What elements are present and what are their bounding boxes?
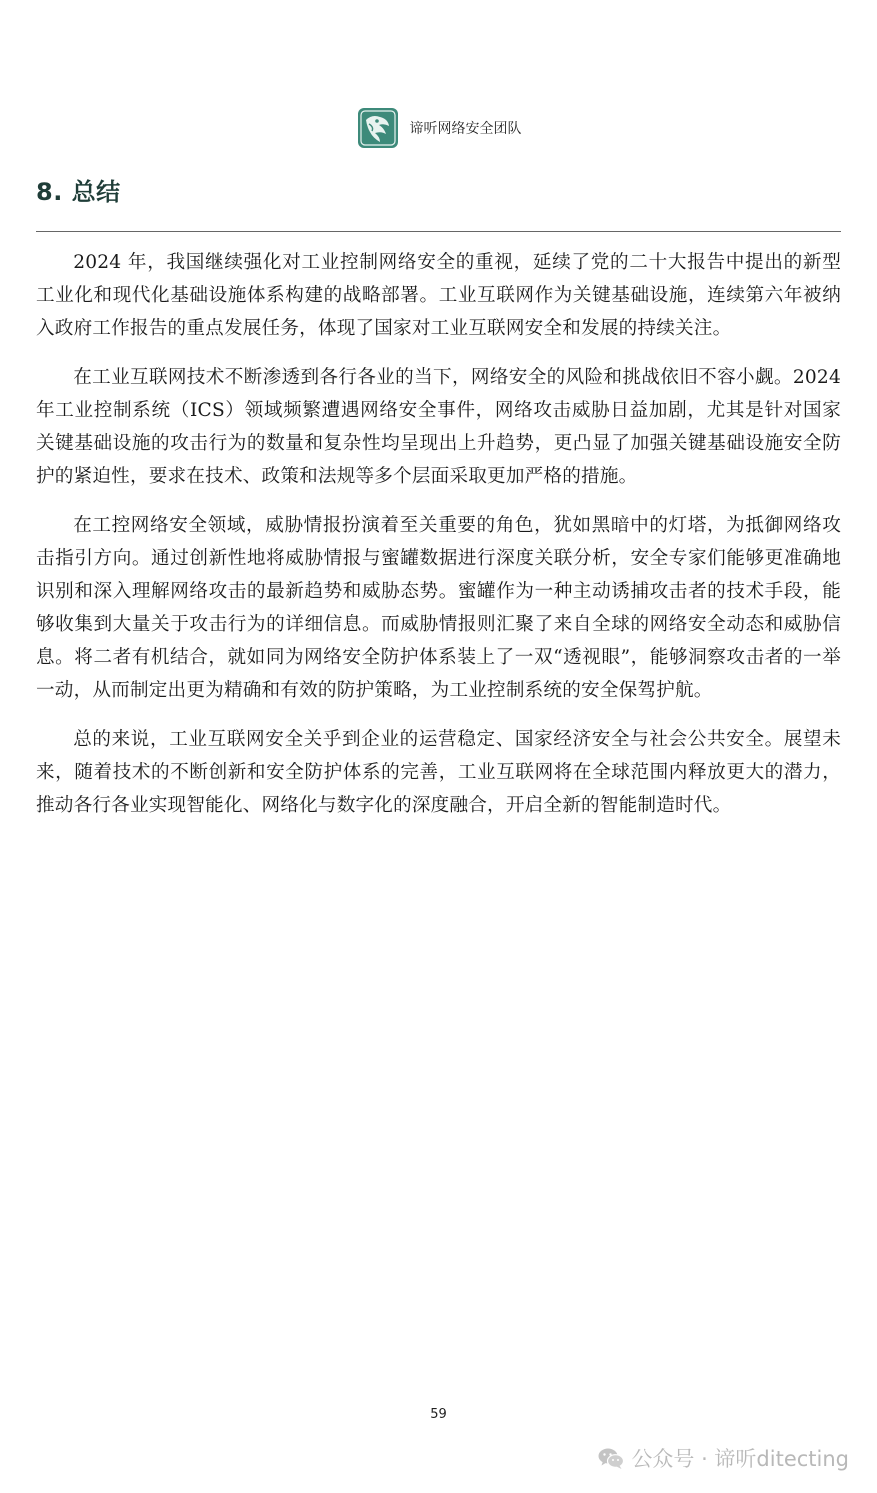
paragraph: 2024 年，我国继续强化对工业控制网络安全的重视，延续了党的二十大报告中提出的新型工业化和现代化基础设施体系构建的战略部署。工业互联网作为关键基础设施，连续第六年被纳入政府工作报告的重点发展任务，体现了国家对工业互联网安全和发展的持续关注。 xyxy=(36,252,841,339)
dragon-seal-logo-icon xyxy=(356,106,400,150)
section-title: 8. 总结 xyxy=(36,178,121,206)
wechat-icon xyxy=(597,1446,625,1470)
watermark xyxy=(597,1443,849,1473)
title-divider xyxy=(36,231,841,232)
paragraph: 在工控网络安全领域，威胁情报扮演着至关重要的角色，犹如黑暗中的灯塔，为抵御网络攻击指引方向。通过创新性地将威胁情报与蜜罐数据进行深度关联分析，安全专家们能够更准确地识别和深入理解网络攻击的最新趋势和威胁态势。蜜罐作为一种主动诱捕攻击者的技术手段，能够收集到大量关于攻击行为的详细信息。而威胁情报则汇聚了来自全球的网络安全动态和威胁信息。将二者有机结合，就如同为网络安全防护体系装上了一双“透视眼”，能够洞察攻击者的一举一动，从而制定出更为精确和有效的防护策略，为工业控制系统的安全保驾护航。 xyxy=(36,515,841,701)
paragraph: 总的来说，工业互联网安全关乎到企业的运营稳定、国家经济安全与社会公共安全。展望未来，随着技术的不断创新和安全防护体系的完善，工业互联网将在全球范围内释放更大的潜力，推动各行各业实现智能化、网络化与数字化的深度融合，开启全新的智能制造时代。 xyxy=(36,729,841,816)
document-body xyxy=(36,246,841,838)
paragraph: 在工业互联网技术不断渗透到各行各业的当下，网络安全的风险和挑战依旧不容小觑。2024 年工业控制系统（ICS）领域频繁遭遇网络安全事件，网络攻击威胁日益加剧，尤其是针对国家关键基础设施的攻击行为的数量和复杂性均呈现出上升趋势，更凸显了加强关键基础设施安全防护的紧迫性，要求在技术、政策和法规等多个层面采取更加严格的措施。 xyxy=(36,367,841,487)
team-name: 谛听网络安全团队 xyxy=(409,121,522,137)
page-header xyxy=(0,106,877,150)
watermark-text: 公众号 · 谛听ditecting xyxy=(631,1447,849,1471)
page-number: 59 xyxy=(430,1407,447,1422)
